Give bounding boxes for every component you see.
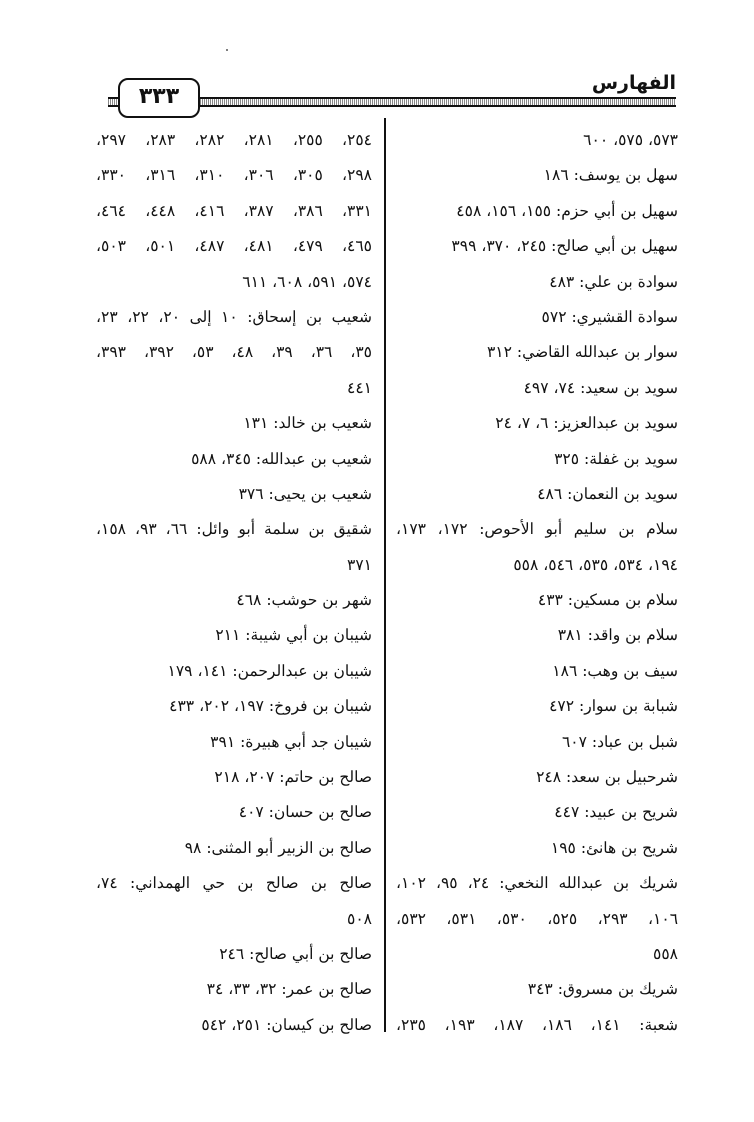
index-entry-line: صالح بن عمر: ٣٢، ٣٣، ٣٤ xyxy=(206,980,372,999)
index-entry-line: سوادة القشيري: ٥٧٢ xyxy=(541,307,678,326)
index-entry-line: شريح بن هانئ: ١٩٥ xyxy=(550,838,678,857)
index-entry-line: صالح بن صالح بن حي الهمداني: ٧٤، xyxy=(96,874,372,893)
index-column-left xyxy=(96,123,372,1043)
index-entry-line: سويد بن سعيد: ٧٤، ٤٩٧ xyxy=(523,378,678,397)
index-entry-line: صالح بن حسان: ٤٠٧ xyxy=(238,803,372,822)
index-entry-line: سوار بن عبدالله القاضي: ٣١٢ xyxy=(486,343,678,362)
index-entry-line: سويد بن غفلة: ٣٢٥ xyxy=(554,449,678,468)
index-entry-line: سلام بن واقد: ٣٨١ xyxy=(557,626,678,645)
index-entry-line: صالح بن حاتم: ٢٠٧، ٢١٨ xyxy=(214,768,372,787)
index-entry-line: ٣٧١ xyxy=(347,555,372,574)
index-entry-line: سلام بن مسكين: ٤٣٣ xyxy=(537,591,678,610)
index-entry-line: ٢٥٤، ٢٥٥، ٢٨١، ٢٨٢، ٢٨٣، ٢٩٧، xyxy=(96,131,372,149)
index-entry-line: صالح بن كيسان: ٢٥١، ٥٤٢ xyxy=(201,1015,372,1034)
page-title: الفهارس xyxy=(591,72,676,94)
index-entry-line: شعيب بن خالد: ١٣١ xyxy=(243,414,372,433)
index-entry-line: ٣٣١، ٣٨٦، ٣٨٧، ٤١٦، ٤٤٨، ٤٦٤، xyxy=(96,201,372,220)
index-entry-line: ١٠٦، ٢٩٣، ٥٢٥، ٥٣٠، ٥٣١، ٥٣٢، xyxy=(396,909,678,928)
index-entry-line: شريح بن عبيد: ٤٤٧ xyxy=(554,803,678,822)
index-entry-line: ٥٥٨ xyxy=(653,944,678,963)
index-entry-line: ٢٩٨، ٣٠٥، ٣٠٦، ٣١٠، ٣١٦، ٣٣٠، xyxy=(96,166,372,185)
index-entry-line: شقيق بن سلمة أبو وائل: ٦٦، ٩٣، ١٥٨، xyxy=(96,520,372,539)
column-divider xyxy=(384,118,386,1032)
index-entry-line: صالح بن الزبير أبو المثنى: ٩٨ xyxy=(184,838,372,857)
index-entry-line: سوادة بن علي: ٤٨٣ xyxy=(549,272,678,291)
scan-speck xyxy=(226,49,228,51)
index-entry-line: شعيب بن عبدالله: ٣٤٥، ٥٨٨ xyxy=(191,449,372,468)
index-entry-line: ٥٧٤، ٥٩١، ٦٠٨، ٦١١ xyxy=(242,272,372,291)
index-entry-line: شهر بن حوشب: ٤٦٨ xyxy=(236,591,372,610)
index-entry-line: شيبان بن أبي شيبة: ٢١١ xyxy=(215,626,372,645)
index-entry-line: ٣٥، ٣٦، ٣٩، ٤٨، ٥٣، ٣٩٢، ٣٩٣، xyxy=(96,343,372,362)
index-entry-line: سيف بن وهب: ١٨٦ xyxy=(552,661,678,680)
index-entry-line: شريك بن عبدالله النخعي: ٢٤، ٩٥، ١٠٢، xyxy=(396,874,678,893)
index-entry-line: شيبان جد أبي هبيرة: ٣٩١ xyxy=(210,732,372,751)
index-entry-line: سهل بن يوسف: ١٨٦ xyxy=(543,166,678,185)
index-entry-line: سهيل بن أبي حزم: ١٥٥، ١٥٦، ٤٥٨ xyxy=(456,201,678,220)
index-entry-line: شعيب بن يحيى: ٣٧٦ xyxy=(238,484,372,503)
index-entry-line: شبابة بن سوار: ٤٧٢ xyxy=(549,697,678,716)
index-entry-line: شيبان بن عبدالرحمن: ١٤١، ١٧٩ xyxy=(167,661,372,680)
index-entry-line: صالح بن أبي صالح: ٢٤٦ xyxy=(219,944,372,963)
page-number: ٣٣٣ xyxy=(118,78,200,118)
index-entry-line: شرحبيل بن سعد: ٢٤٨ xyxy=(536,768,678,787)
index-entry-line: سويد بن النعمان: ٤٨٦ xyxy=(537,484,678,503)
index-entry-line: ٤٤١ xyxy=(347,378,372,397)
index-entry-line: ٤٦٥، ٤٧٩، ٤٨١، ٤٨٧، ٥٠١، ٥٠٣، xyxy=(96,237,372,256)
index-entry-line: شريك بن مسروق: ٣٤٣ xyxy=(527,980,678,999)
index-entry-line: سهيل بن أبي صالح: ٢٤٥، ٣٧٠، ٣٩٩ xyxy=(451,237,678,256)
index-entry-line: ٥٧٣، ٥٧٥، ٦٠٠ xyxy=(583,131,678,149)
index-column-right xyxy=(396,123,678,1043)
index-entry-line: شعيب بن إسحاق: ١٠ إلى ٢٠، ٢٢، ٢٣، xyxy=(96,307,372,326)
index-entry-line: ٥٠٨ xyxy=(347,909,372,928)
index-entry-line: ١٩٤، ٥٣٤، ٥٣٥، ٥٤٦، ٥٥٨ xyxy=(513,555,678,574)
index-entry-line: شعبة: ١٤١، ١٨٦، ١٨٧، ١٩٣، ٢٣٥، xyxy=(396,1015,678,1034)
index-entry-line: سويد بن عبدالعزيز: ٦، ٧، ٢٤ xyxy=(495,414,678,433)
index-entry-line: شبل بن عباد: ٦٠٧ xyxy=(561,732,678,751)
index-entry-line: سلام بن سليم أبو الأحوص: ١٧٢، ١٧٣، xyxy=(396,520,678,539)
index-entry-line: شيبان بن فروخ: ١٩٧، ٢٠٢، ٤٣٣ xyxy=(169,697,372,716)
